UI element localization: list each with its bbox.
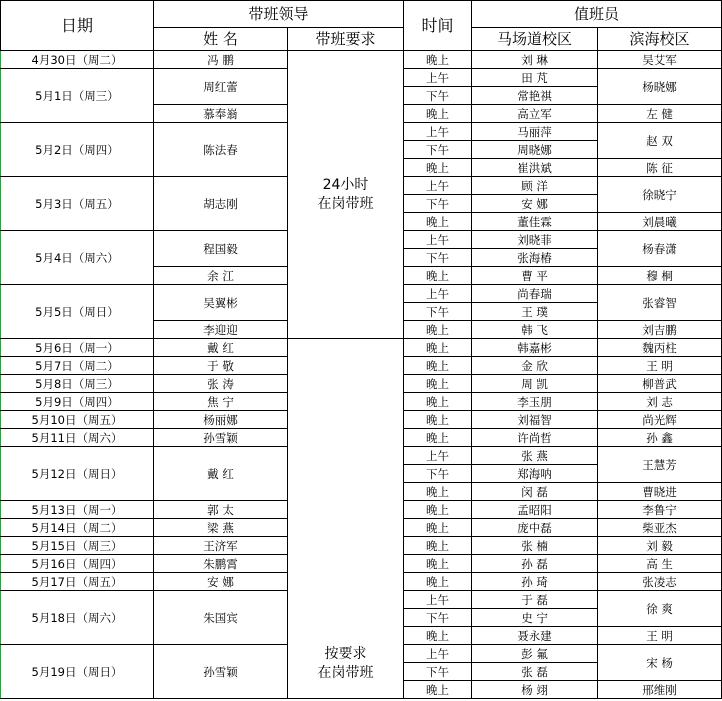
machangdao-staff-cell: 马丽萍	[472, 123, 598, 141]
leader-name-cell: 陈法春	[154, 123, 288, 177]
machangdao-staff-cell: 张 楠	[472, 537, 598, 555]
leader-name-cell: 梁 燕	[154, 519, 288, 537]
machangdao-staff-cell: 韩 飞	[472, 321, 598, 339]
leader-name-cell: 王济军	[154, 537, 288, 555]
header-time: 时间	[404, 1, 472, 51]
machangdao-staff-cell: 孟昭阳	[472, 501, 598, 519]
machangdao-staff-cell: 刘 琳	[472, 51, 598, 69]
machangdao-staff-cell: 周晓娜	[472, 141, 598, 159]
time-cell: 下午	[404, 195, 472, 213]
time-cell: 下午	[404, 303, 472, 321]
leader-name-cell: 于 敬	[154, 357, 288, 375]
time-cell: 下午	[404, 609, 472, 627]
time-cell: 晚上	[404, 321, 472, 339]
binhai-staff-cell: 左 健	[598, 105, 722, 123]
machangdao-staff-cell: 张海椿	[472, 249, 598, 267]
date-cell: 5月4日（周六）	[1, 231, 154, 285]
binhai-staff-cell: 尚光辉	[598, 411, 722, 429]
machangdao-staff-cell: 张 燕	[472, 447, 598, 465]
machangdao-staff-cell: 顾 洋	[472, 177, 598, 195]
leader-name-cell: 戴 红	[154, 339, 288, 357]
header-row-top	[1, 1, 722, 28]
binhai-staff-cell: 王慧芳	[598, 447, 722, 483]
machangdao-staff-cell: 常艳祺	[472, 87, 598, 105]
leader-name-cell: 朱鹏霄	[154, 555, 288, 573]
time-cell: 晚上	[404, 429, 472, 447]
leader-name-cell: 郭 太	[154, 501, 288, 519]
machangdao-staff-cell: 韩嘉彬	[472, 339, 598, 357]
date-cell: 4月30日（周二）	[1, 51, 154, 69]
roster-row	[1, 51, 722, 69]
machangdao-staff-cell: 高立军	[472, 105, 598, 123]
time-cell: 上午	[404, 231, 472, 249]
leader-name-cell: 戴 红	[154, 447, 288, 501]
machangdao-staff-cell: 尚春瑞	[472, 285, 598, 303]
date-cell: 5月18日（周六）	[1, 591, 154, 645]
machangdao-staff-cell: 张 磊	[472, 663, 598, 681]
binhai-staff-cell: 李鲁宁	[598, 501, 722, 519]
time-cell: 晚上	[404, 411, 472, 429]
leader-name-cell: 慕奉嵡	[154, 105, 288, 123]
time-cell: 上午	[404, 591, 472, 609]
binhai-staff-cell: 杨晓娜	[598, 69, 722, 105]
time-cell: 下午	[404, 87, 472, 105]
date-cell: 5月1日（周三）	[1, 69, 154, 123]
requirement-line: 在岗带班	[317, 195, 374, 212]
header-campus-binhai: 滨海校区	[598, 28, 722, 51]
time-cell: 晚上	[404, 483, 472, 501]
time-cell: 晚上	[404, 51, 472, 69]
time-cell: 晚上	[404, 555, 472, 573]
date-cell: 5月13日（周一）	[1, 501, 154, 519]
machangdao-staff-cell: 刘晓菲	[472, 231, 598, 249]
date-cell: 5月2日（周四）	[1, 123, 154, 177]
binhai-staff-cell: 刘晨曦	[598, 213, 722, 231]
leader-name-cell: 周红蕾	[154, 69, 288, 105]
date-cell: 5月8日（周三）	[1, 375, 154, 393]
time-cell: 上午	[404, 69, 472, 87]
header-leader-group: 带班领导	[154, 1, 404, 28]
time-cell: 上午	[404, 447, 472, 465]
time-cell: 晚上	[404, 213, 472, 231]
roster-row	[1, 339, 722, 357]
binhai-staff-cell: 柴亚杰	[598, 519, 722, 537]
binhai-staff-cell: 宋 杨	[598, 645, 722, 681]
binhai-staff-cell: 王 明	[598, 627, 722, 645]
time-cell: 晚上	[404, 375, 472, 393]
binhai-staff-cell: 吴艾军	[598, 51, 722, 69]
leader-name-cell: 朱国宾	[154, 591, 288, 645]
date-cell: 5月12日（周日）	[1, 447, 154, 501]
leader-name-cell: 孙雪颖	[154, 429, 288, 447]
roster-body	[1, 51, 722, 699]
header-leader-requirement: 带班要求	[288, 28, 404, 51]
time-cell: 晚上	[404, 339, 472, 357]
binhai-staff-cell: 邢维刚	[598, 681, 722, 699]
time-cell: 下午	[404, 465, 472, 483]
machangdao-staff-cell: 崔洪斌	[472, 159, 598, 177]
binhai-staff-cell: 穆 桐	[598, 267, 722, 285]
date-cell: 5月16日（周四）	[1, 555, 154, 573]
leader-requirement-cell	[288, 339, 404, 699]
time-cell: 下午	[404, 249, 472, 267]
roster-header	[1, 1, 722, 51]
header-staff-group: 值班员	[472, 1, 722, 28]
time-cell: 晚上	[404, 267, 472, 285]
binhai-staff-cell: 孙 鑫	[598, 429, 722, 447]
machangdao-staff-cell: 安 娜	[472, 195, 598, 213]
time-cell: 晚上	[404, 681, 472, 699]
date-cell: 5月15日（周三）	[1, 537, 154, 555]
leader-name-cell: 安 娜	[154, 573, 288, 591]
date-cell: 5月14日（周二）	[1, 519, 154, 537]
binhai-staff-cell: 徐 爽	[598, 591, 722, 627]
time-cell: 晚上	[404, 105, 472, 123]
date-cell: 5月9日（周四）	[1, 393, 154, 411]
binhai-staff-cell: 张睿智	[598, 285, 722, 321]
date-cell: 5月17日（周五）	[1, 573, 154, 591]
machangdao-staff-cell: 金 欣	[472, 357, 598, 375]
binhai-staff-cell: 赵 双	[598, 123, 722, 159]
date-cell: 5月6日（周一）	[1, 339, 154, 357]
machangdao-staff-cell: 彭 氟	[472, 645, 598, 663]
machangdao-staff-cell: 孙 琦	[472, 573, 598, 591]
machangdao-staff-cell: 孙 磊	[472, 555, 598, 573]
header-campus-machangdao: 马场道校区	[472, 28, 598, 51]
time-cell: 上午	[404, 285, 472, 303]
binhai-staff-cell: 陈 征	[598, 159, 722, 177]
requirement-line: 在岗带班	[317, 665, 374, 681]
date-cell: 5月10日（周五）	[1, 411, 154, 429]
machangdao-staff-cell: 庞中磊	[472, 519, 598, 537]
binhai-staff-cell: 柳普武	[598, 375, 722, 393]
machangdao-staff-cell: 于 磊	[472, 591, 598, 609]
time-cell: 下午	[404, 141, 472, 159]
binhai-staff-cell: 魏丙柱	[598, 339, 722, 357]
time-cell: 晚上	[404, 501, 472, 519]
leader-name-cell: 程国毅	[154, 231, 288, 267]
leader-name-cell: 焦 宁	[154, 393, 288, 411]
machangdao-staff-cell: 李玉朋	[472, 393, 598, 411]
leader-name-cell: 杨丽娜	[154, 411, 288, 429]
machangdao-staff-cell: 王 璞	[472, 303, 598, 321]
time-cell: 上午	[404, 123, 472, 141]
machangdao-staff-cell: 刘福智	[472, 411, 598, 429]
machangdao-staff-cell: 田 芃	[472, 69, 598, 87]
requirement-line: 24小时	[322, 176, 369, 193]
binhai-staff-cell: 高 生	[598, 555, 722, 573]
date-cell: 5月3日（周五）	[1, 177, 154, 231]
leader-name-cell: 余 江	[154, 267, 288, 285]
machangdao-staff-cell: 杨 翊	[472, 681, 598, 699]
leader-name-cell: 胡志刚	[154, 177, 288, 231]
date-cell: 5月5日（周日）	[1, 285, 154, 339]
machangdao-staff-cell: 许尚哲	[472, 429, 598, 447]
time-cell: 晚上	[404, 627, 472, 645]
time-cell: 晚上	[404, 393, 472, 411]
date-cell: 5月7日（周二）	[1, 357, 154, 375]
date-cell: 5月11日（周六）	[1, 429, 154, 447]
machangdao-staff-cell: 闵 磊	[472, 483, 598, 501]
binhai-staff-cell: 刘 志	[598, 393, 722, 411]
leader-name-cell: 冯 鹏	[154, 51, 288, 69]
time-cell: 晚上	[404, 573, 472, 591]
binhai-staff-cell: 曹晓进	[598, 483, 722, 501]
binhai-staff-cell: 杨春潇	[598, 231, 722, 267]
time-cell: 晚上	[404, 519, 472, 537]
leader-name-cell: 吴翼彬	[154, 285, 288, 321]
time-cell: 晚上	[404, 357, 472, 375]
binhai-staff-cell: 刘 毅	[598, 537, 722, 555]
time-cell: 晚上	[404, 159, 472, 177]
leader-name-cell: 李迎迎	[154, 321, 288, 339]
machangdao-staff-cell: 周 凯	[472, 375, 598, 393]
machangdao-staff-cell: 董佳霖	[472, 213, 598, 231]
machangdao-staff-cell: 曹 平	[472, 267, 598, 285]
header-date: 日期	[1, 1, 154, 51]
binhai-staff-cell: 王 明	[598, 357, 722, 375]
header-leader-name: 姓 名	[154, 28, 288, 51]
binhai-staff-cell: 张凌志	[598, 573, 722, 591]
binhai-staff-cell: 徐晓宁	[598, 177, 722, 213]
requirement-line: 按要求	[324, 646, 367, 662]
machangdao-staff-cell: 聂永建	[472, 627, 598, 645]
leader-requirement-cell	[288, 51, 404, 339]
time-cell: 下午	[404, 663, 472, 681]
binhai-staff-cell: 刘吉鹏	[598, 321, 722, 339]
time-cell: 晚上	[404, 537, 472, 555]
machangdao-staff-cell: 史 宁	[472, 609, 598, 627]
date-cell: 5月19日（周日）	[1, 645, 154, 699]
leader-name-cell: 孙雪颖	[154, 645, 288, 699]
leader-name-cell: 张 涛	[154, 375, 288, 393]
machangdao-staff-cell: 郑海呐	[472, 465, 598, 483]
time-cell: 上午	[404, 177, 472, 195]
time-cell: 上午	[404, 645, 472, 663]
